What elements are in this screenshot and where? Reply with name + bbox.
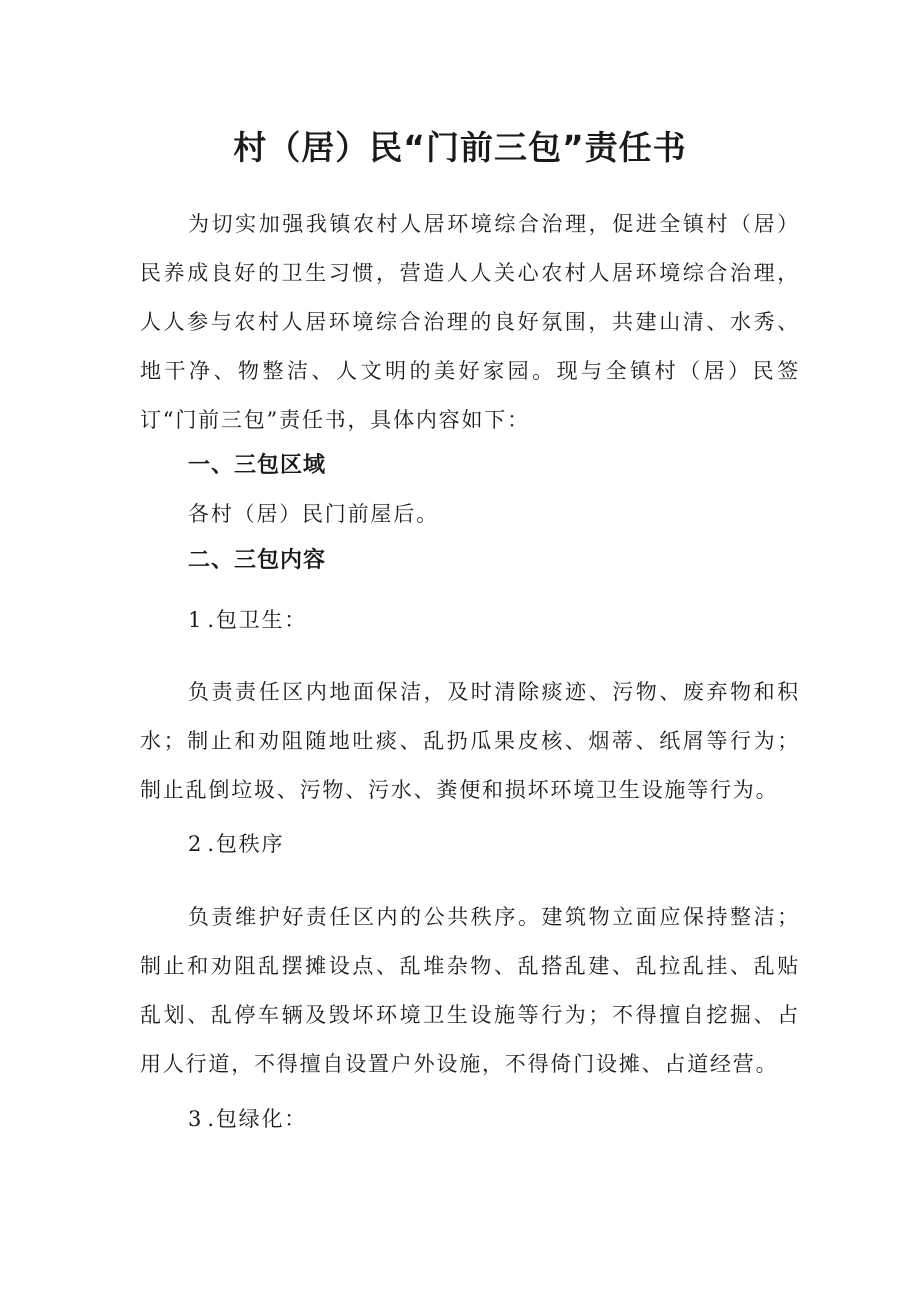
section1-heading: 一、三包区域	[188, 453, 327, 478]
section1-text: 各村（居）民门前屋后。	[188, 502, 439, 526]
item1-label: .包卫生：	[207, 608, 308, 632]
item2-label: .包秩序	[207, 832, 285, 856]
item1-paragraph: 负责责任区内地面保洁，及时清除痰迹、污物、废弃物和积水；制止和劝阻随地吐痰、乱扔瓜果皮核、烟蒂、纸屑等行为；制止乱倒垃圾、污物、污水、粪便和损坏环境卫生设施等行为。	[140, 680, 800, 802]
item2-paragraph: 负责维护好责任区内的公共秩序。建筑物立面应保持整洁；制止和劝阻乱摆摊设点、乱堆杂物、乱搭乱建、乱拉乱挂、乱贴乱划、乱停车辆及毁坏环境卫生设施等行为；不得擅自挖掘、占用人行道，不得擅自设置户外设施，不得倚门设摊、占道经营。	[140, 905, 800, 1076]
item3-title	[188, 1099, 307, 1139]
document-title: 村（居）民“门前三包”责任书	[233, 128, 687, 167]
item1-number: 1	[188, 608, 208, 632]
intro-paragraph: 为切实加强我镇农村人居环境综合治理，促进全镇村（居）民养成良好的卫生习惯，营造人人关心农村人居环境综合治理，人人参与农村人居环境综合治理的良好氛围，共建山清、水秀、地干净、物整洁、人文明的美好家园。现与全镇村（居）民签订“门前三包”责任书，具体内容如下：	[140, 212, 800, 432]
section2-heading: 二、三包内容	[188, 548, 327, 573]
item2-number: 2	[188, 832, 208, 856]
item3-label: .包绿化：	[207, 1107, 308, 1131]
item2-title	[188, 824, 284, 864]
item1-title	[188, 600, 307, 640]
item3-number: 3	[188, 1107, 208, 1131]
